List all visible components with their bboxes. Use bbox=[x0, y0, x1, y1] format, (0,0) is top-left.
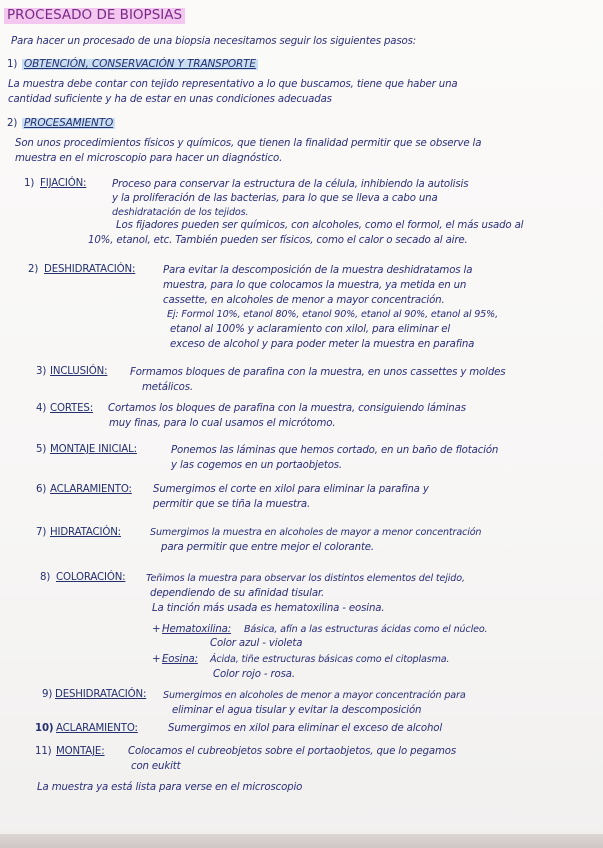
section-2-number: 2) bbox=[7, 118, 18, 129]
step-3-number: 3) bbox=[36, 366, 47, 377]
bullet-marker: + bbox=[152, 654, 161, 665]
step-1-line: 10%, etanol, etc. También pueden ser físicos, como el calor o secado al aire. bbox=[88, 235, 468, 246]
step-4-line: muy finas, para lo cual usamos el micrótomo. bbox=[109, 418, 336, 429]
step-2-line: muestra, para lo que colocamos la muestra, ya metida en un bbox=[163, 280, 467, 291]
step-2-line: etanol al 100% y aclaramiento con xilol, para eliminar el bbox=[170, 324, 450, 335]
step-9-line: eliminar el agua tisular y evitar la descomposición bbox=[172, 705, 422, 716]
step-5-number: 5) bbox=[36, 444, 47, 455]
section-1-number: 1) bbox=[7, 59, 18, 70]
step-2-line: exceso de alcohol y para poder meter la muestra en parafina bbox=[170, 339, 475, 350]
step-4-number: 4) bbox=[36, 403, 47, 414]
step-5-label: MONTAJE INICIAL: bbox=[50, 444, 137, 455]
section-1-line: La muestra debe contar con tejido representativo a lo que buscamos, tiene que haber una bbox=[8, 79, 458, 90]
step-2-number: 2) bbox=[28, 264, 39, 275]
bullet-term-hematoxilina: Hematoxilina: bbox=[162, 624, 232, 635]
step-1-label: FIJACIÓN: bbox=[40, 178, 87, 189]
page-bottom-edge bbox=[0, 834, 603, 848]
section-1-line: cantidad suficiente y ha de estar en unas condiciones adecuadas bbox=[8, 94, 332, 105]
step-6-line: permitir que se tiña la muestra. bbox=[153, 499, 311, 510]
step-8-number: 8) bbox=[40, 572, 51, 583]
step-7-label: HIDRATACIÓN: bbox=[50, 527, 121, 538]
step-2-label: DESHIDRATACIÓN: bbox=[44, 264, 136, 275]
step-9-line: Sumergimos en alcoholes de menor a mayor concentración para bbox=[163, 690, 466, 701]
step-2-line: cassette, en alcoholes de menor a mayor concentración. bbox=[163, 295, 445, 306]
step-10-number: 10) bbox=[35, 723, 54, 734]
bullet-line: Ácida, tiñe estructuras básicas como el citoplasma. bbox=[210, 654, 450, 665]
step-11-label: MONTAJE: bbox=[56, 746, 105, 757]
step-8-line: La tinción más usada es hematoxilina - eosina. bbox=[152, 603, 385, 614]
step-2-line: Para evitar la descomposición de la muestra deshidratamos la bbox=[163, 265, 473, 276]
step-6-number: 6) bbox=[36, 484, 47, 495]
step-10-label: ACLARAMIENTO: bbox=[56, 723, 138, 734]
step-6-label: ACLARAMIENTO: bbox=[50, 484, 132, 495]
step-8-label: COLORACIÓN: bbox=[56, 572, 126, 583]
step-8-line: dependiendo de su afinidad tisular. bbox=[150, 588, 325, 599]
step-1-line: Proceso para conservar la estructura de la célula, inhibiendo la autolisis bbox=[112, 179, 469, 190]
step-11-line: Colocamos el cubreobjetos sobre el portaobjetos, que lo pegamos bbox=[128, 746, 457, 757]
bullet-marker: + bbox=[152, 624, 161, 635]
step-10-line: Sumergimos en xilol para eliminar el exceso de alcohol bbox=[168, 723, 443, 734]
step-5-line: Ponemos las láminas que hemos cortado, en un baño de flotación bbox=[171, 445, 499, 456]
step-7-number: 7) bbox=[36, 527, 47, 538]
step-3-line: metálicos. bbox=[142, 382, 193, 393]
step-4-label: CORTES: bbox=[50, 403, 93, 414]
bullet-line: Color rojo - rosa. bbox=[213, 669, 295, 680]
step-9-label: DESHIDRATACIÓN: bbox=[55, 689, 147, 700]
closing-text: La muestra ya está lista para verse en el microscopio bbox=[37, 782, 303, 793]
section-2-line: muestra en el microscopio para hacer un diagnóstico. bbox=[15, 153, 283, 164]
page-title: PROCESADO DE BIOPSIAS bbox=[4, 8, 185, 24]
step-1-number: 1) bbox=[24, 178, 35, 189]
step-1-line: y la proliferación de las bacterias, para lo que se lleva a cabo una bbox=[112, 193, 438, 204]
step-9-number: 9) bbox=[42, 689, 53, 700]
section-1-heading: OBTENCIÓN, CONSERVACIÓN Y TRANSPORTE bbox=[24, 58, 256, 70]
step-1-line: Los fijadores pueden ser químicos, con alcoholes, como el formol, el más usado al bbox=[116, 220, 524, 231]
step-11-line: con eukitt bbox=[131, 761, 181, 772]
section-2-line: Son unos procedimientos físicos y químicos, que tienen la finalidad permitir que se observe la bbox=[15, 138, 482, 149]
bullet-line: Básica, afín a las estructuras ácidas como el núcleo. bbox=[244, 624, 488, 635]
step-5-line: y las cogemos en un portaobjetos. bbox=[171, 460, 343, 471]
bullet-line: Color azul - violeta bbox=[210, 638, 303, 649]
section-2-heading: PROCESAMIENTO bbox=[24, 117, 114, 129]
step-6-line: Sumergimos el corte en xilol para eliminar la parafina y bbox=[153, 484, 429, 495]
intro-text: Para hacer un procesado de una biopsia necesitamos seguir los siguientes pasos: bbox=[11, 36, 417, 47]
step-3-line: Formamos bloques de parafina con la muestra, en unos cassettes y moldes bbox=[130, 367, 506, 378]
step-1-line: deshidratación de los tejidos. bbox=[112, 207, 249, 218]
step-7-line: para permitir que entre mejor el colorante. bbox=[161, 542, 375, 553]
step-11-number: 11) bbox=[35, 746, 52, 757]
step-8-line: Teñimos la muestra para observar los distintos elementos del tejido, bbox=[146, 573, 465, 584]
step-4-line: Cortamos los bloques de parafina con la muestra, consiguiendo láminas bbox=[108, 403, 466, 414]
bullet-term-eosina: Eosina: bbox=[162, 654, 198, 665]
step-2-line: Ej: Formol 10%, etanol 80%, etanol 90%, etanol al 90%, etanol al 95%, bbox=[167, 309, 499, 320]
step-7-line: Sumergimos la muestra en alcoholes de mayor a menor concentración bbox=[150, 527, 482, 538]
step-3-label: INCLUSIÓN: bbox=[50, 366, 108, 377]
